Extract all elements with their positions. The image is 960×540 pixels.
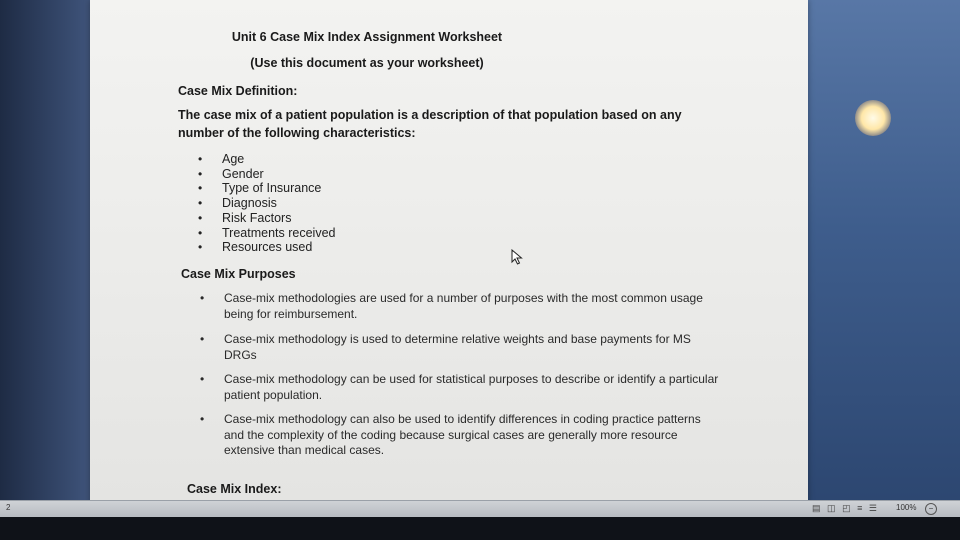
list-item: • Resources used [198,240,335,255]
zoom-level[interactable]: 100% [896,503,917,512]
document-page[interactable] [90,0,808,505]
characteristics-list [198,152,335,255]
definition-text: The case mix of a patient population is a description of that population based on any number of the following characteristics: [178,108,682,140]
bullet-icon: • [200,372,205,386]
full-screen-icon[interactable]: ◫ [827,503,838,513]
web-layout-icon[interactable]: ◰ [842,503,853,513]
zoom-out-button[interactable]: − [925,503,937,515]
status-bar [0,500,960,540]
list-item: • Gender [198,167,335,182]
purpose-item [200,372,720,403]
purpose-text: Case-mix methodologies are used for a number of purposes with the most common usage being for reimbursement. [224,291,703,321]
list-item: • Type of Insurance [198,181,335,196]
purpose-item [200,291,720,322]
bullet-icon: • [200,332,205,346]
document-subtitle: (Use this document as your worksheet) [250,56,484,70]
list-item: • Risk Factors [198,211,335,226]
mouse-cursor-icon [511,249,523,265]
bullet-icon: • [200,291,205,305]
purpose-text: Case-mix methodology can be used for statistical purposes to describe or identify a particular patient population. [224,372,719,402]
purpose-text: Case-mix methodology is used to determine relative weights and base payments for MS DRGs [224,332,691,362]
status-bar-strip [0,500,960,517]
draft-icon[interactable]: ☰ [868,503,879,513]
list-item: • Age [198,152,335,167]
light-glare [855,100,891,136]
purposes-heading: Case Mix Purposes [181,267,296,281]
monitor-background-right [800,0,960,510]
outline-icon[interactable]: ≡ [857,503,865,513]
purpose-item [200,332,720,363]
bullet-icon: • [200,412,205,426]
list-item: • Diagnosis [198,196,335,211]
document-title: Unit 6 Case Mix Index Assignment Worksheet [231,30,503,44]
list-item: • Treatments received [198,226,335,241]
purpose-text: Case-mix methodology can also be used to identify differences in coding practice patterns and the complexity of the coding because surgical cases are generally more resource extensive than medical cases. [224,412,701,457]
print-layout-icon[interactable]: ▤ [812,503,823,513]
index-heading: Case Mix Index: [187,482,282,496]
view-buttons[interactable] [812,503,879,514]
purpose-item [200,412,720,459]
page-number: 2 [6,503,11,512]
definition-heading: Case Mix Definition: [178,84,298,98]
